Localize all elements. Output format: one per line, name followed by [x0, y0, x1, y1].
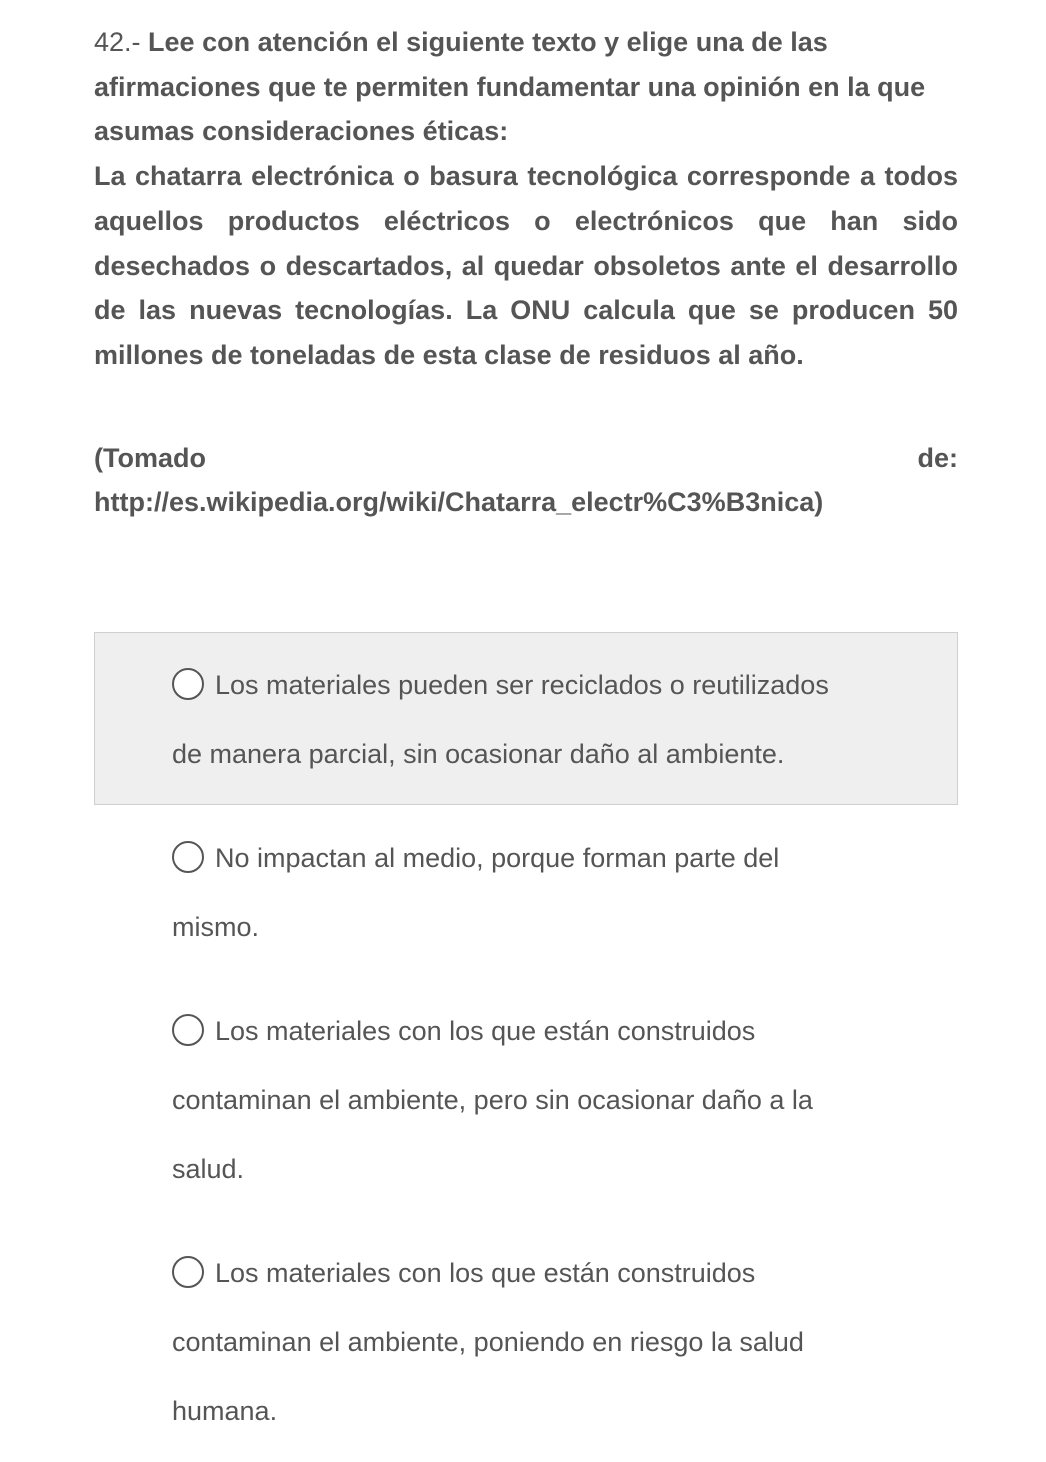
question-block [94, 20, 958, 525]
radio-button-icon[interactable] [172, 841, 204, 873]
answer-options [94, 632, 958, 1462]
question-passage: La chatarra electrónica o basura tecnológica corresponde a todos aquellos productos eléctricos o electrónicos que han sido desechados o descartados, al quedar obsoletos ante el desarrollo de las nuevas tecnologías. La ONU calcula que se producen 50 millones de toneladas de esta clase de residuos al año. [94, 161, 958, 370]
source-label: (Tomado [94, 442, 206, 473]
answer-option-4[interactable] [94, 1220, 958, 1462]
source-de: de: [917, 442, 958, 473]
option-text-line: humana. [172, 1396, 278, 1426]
answer-option-3[interactable] [94, 978, 958, 1220]
answer-option-2[interactable] [94, 805, 958, 978]
option-text-line: Los materiales con los que están construidos [215, 1258, 756, 1288]
option-text-line: Los materiales con los que están construidos [215, 1016, 756, 1046]
option-text-line: No impactan al medio, porque forman parte del [215, 843, 780, 873]
radio-button-icon[interactable] [172, 668, 204, 700]
option-text-line: mismo. [172, 912, 259, 942]
option-text-line: Los materiales pueden ser reciclados o reutilizados [215, 670, 829, 700]
source-url: http://es.wikipedia.org/wiki/Chatarra_electr%C3%B3nica) [94, 487, 824, 518]
option-text-line: contaminan el ambiente, pero sin ocasionar daño a la [172, 1085, 813, 1115]
question-header [94, 20, 958, 154]
answer-option-1[interactable] [94, 632, 958, 805]
question-number: 42.- [94, 27, 141, 57]
radio-button-icon[interactable] [172, 1256, 204, 1288]
source-citation [94, 436, 958, 525]
option-text-line: contaminan el ambiente, poniendo en riesgo la salud [172, 1327, 804, 1357]
radio-button-icon[interactable] [172, 1014, 204, 1046]
question-prompt: Lee con atención el siguiente texto y elige una de las afirmaciones que te permiten fundamentar una opinión en la que asumas consideraciones éticas: [94, 27, 926, 147]
option-text-line: salud. [172, 1154, 245, 1184]
option-text-line: de manera parcial, sin ocasionar daño al ambiente. [172, 739, 785, 769]
